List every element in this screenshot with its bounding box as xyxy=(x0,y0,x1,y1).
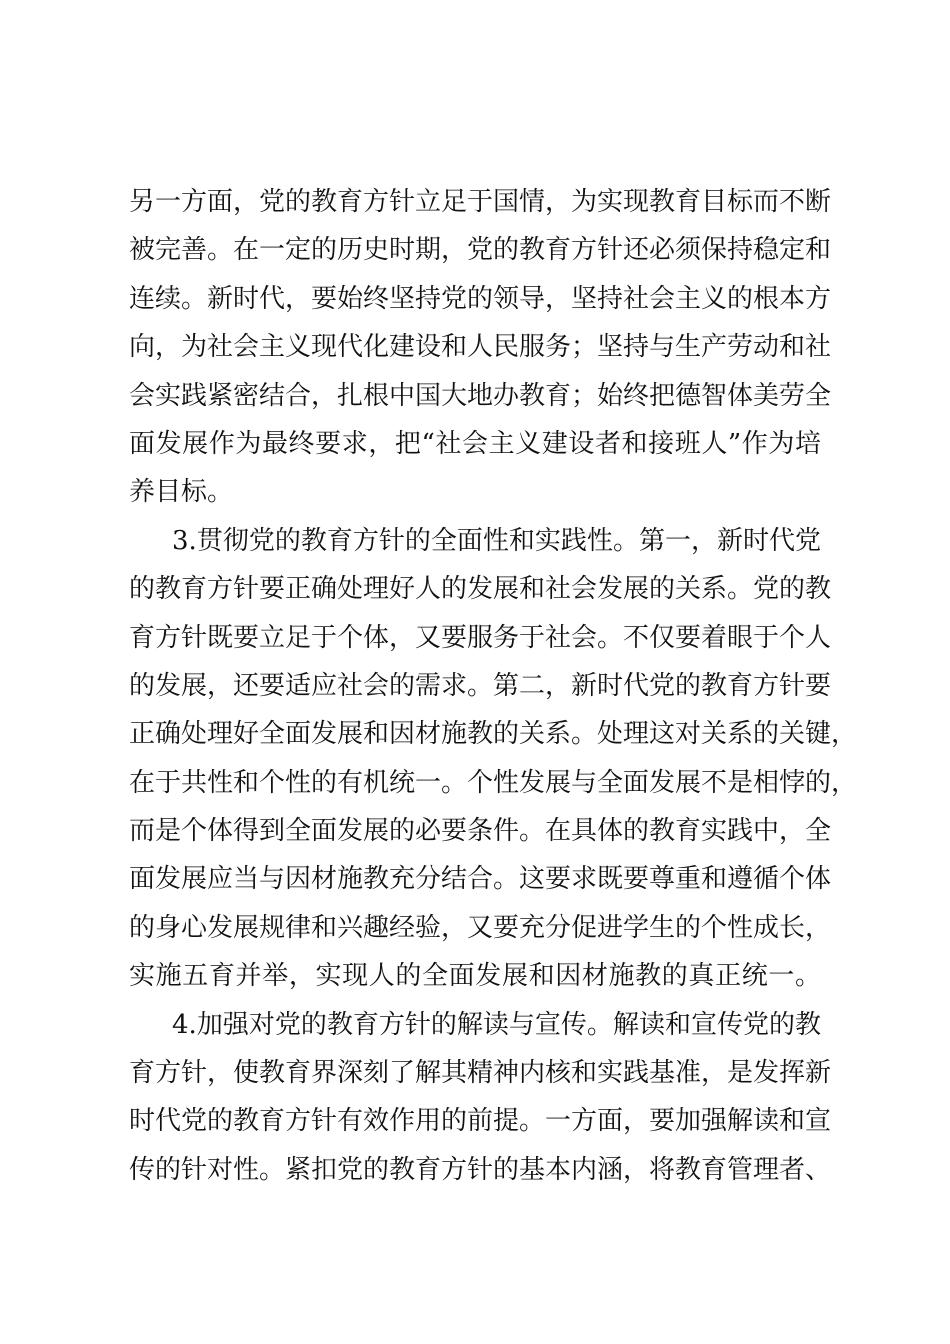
text-line: 传的针对性。紧扣党的教育方针的基本内涵，将教育管理者、 xyxy=(129,1154,832,1185)
text-line: 在于共性和个性的有机统一。个性发展与全面发展不是相悖的， xyxy=(129,767,858,798)
text-line: 养目标。 xyxy=(129,477,234,508)
text-line: 的教育方针要正确处理好人的发展和社会发展的关系。党的教 xyxy=(129,574,832,605)
document-body xyxy=(129,178,858,1194)
text-line: 会实践紧密结合，扎根中国大地办教育；始终把德智体美劳全 xyxy=(129,380,832,411)
text-line: 面发展应当与因材施教充分结合。这要求既要尊重和遵循个体 xyxy=(129,864,832,895)
paragraph-continuation xyxy=(129,178,832,517)
text-line: 实施五育并举，实现人的全面发展和因材施教的真正统一。 xyxy=(129,961,821,992)
paragraph-section-4 xyxy=(129,1001,832,1195)
paragraph-section-3 xyxy=(129,517,858,1001)
text-line: 育方针既要立足于个体，又要服务于社会。不仅要着眼于个人 xyxy=(129,622,832,653)
text-line: 面发展作为最终要求，把“社会主义建设者和接班人”作为培 xyxy=(129,428,821,459)
text-line: 被完善。在一定的历史时期，党的教育方针还必须保持稳定和 xyxy=(129,235,832,266)
text-line: 连续。新时代，要始终坚持党的领导，坚持社会主义的根本方 xyxy=(129,283,832,314)
text-line: 4.加强对党的教育方针的解读与宣传。解读和宣传党的教 xyxy=(172,1009,821,1040)
text-line: 向，为社会主义现代化建设和人民服务；坚持与生产劳动和社 xyxy=(129,332,832,363)
text-line: 另一方面，党的教育方针立足于国情，为实现教育目标而不断 xyxy=(129,187,832,217)
text-line: 的发展，还要适应社会的需求。第二，新时代党的教育方针要 xyxy=(129,670,832,701)
text-line: 3.贯彻党的教育方针的全面性和实践性。第一，新时代党 xyxy=(172,525,821,556)
text-line: 时代党的教育方针有效作用的前提。一方面，要加强解读和宣 xyxy=(129,1106,832,1137)
text-line: 育方针，使教育界深刻了解其精神内核和实践基准，是发挥新 xyxy=(129,1058,832,1089)
text-line: 的身心发展规律和兴趣经验，又要充分促进学生的个性成长， xyxy=(129,912,832,943)
text-line: 而是个体得到全面发展的必要条件。在具体的教育实践中，全 xyxy=(129,816,832,847)
text-line: 正确处理好全面发展和因材施教的关系。处理这对关系的关键， xyxy=(129,719,858,750)
